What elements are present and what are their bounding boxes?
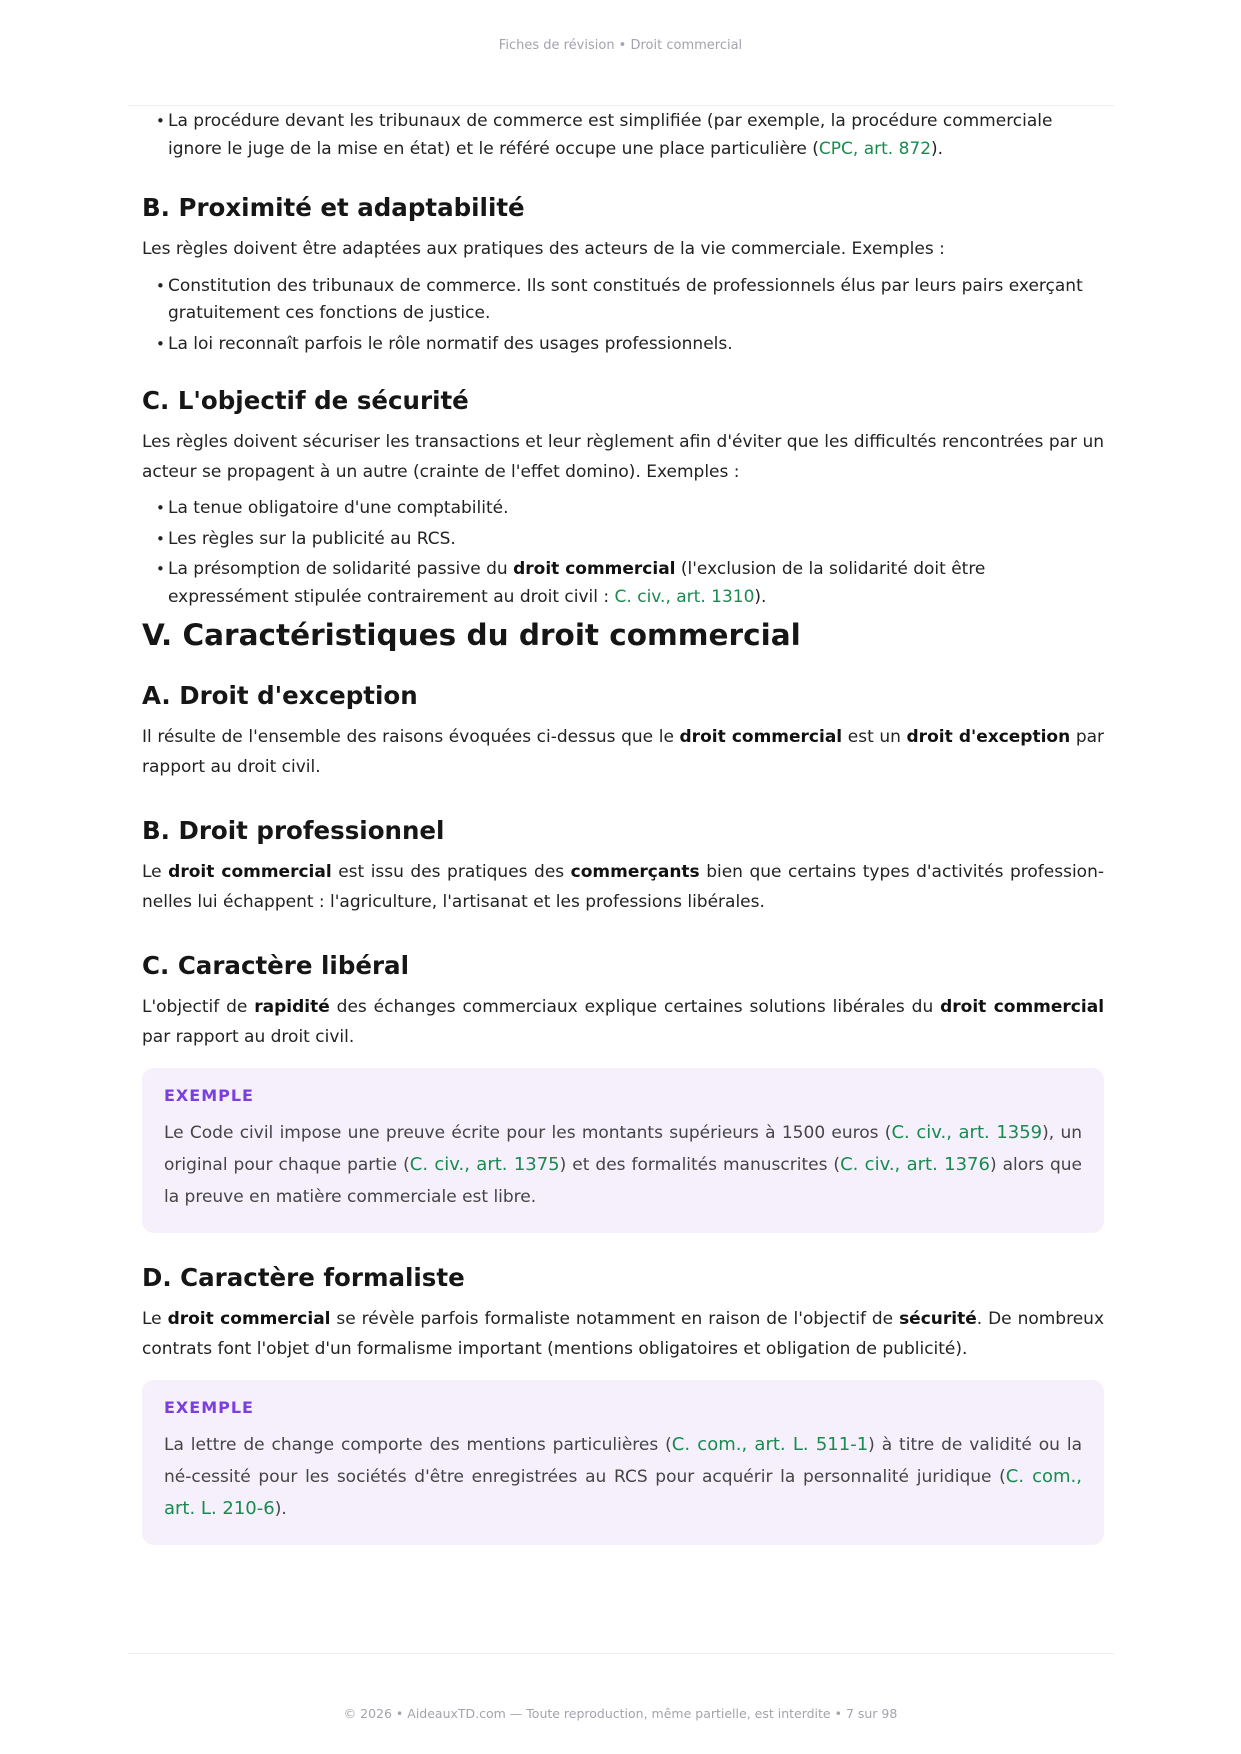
example-text: Le Code civil impose une preuve écrite pour les montants supérieurs à 1500 euros (C. civ., art. 1359), un original pour chaque partie (C. civ., art. 1375) et des formalités manuscrites (C. civ., art. 1376) alors que la preuve en matière commerciale est libre. bbox=[164, 1122, 1083, 1207]
civ-1376-link[interactable]: C. civ., art. 1376 bbox=[840, 1154, 990, 1175]
page-header: Fiches de révision • Droit commercial bbox=[498, 38, 743, 53]
example-label: EXEMPLE bbox=[164, 1398, 254, 1417]
section-title-exception: A. Droit d'exception bbox=[142, 681, 418, 710]
civ-1310-link[interactable]: C. civ., art. 1310 bbox=[614, 586, 755, 607]
example-box-liberal bbox=[142, 1068, 1104, 1233]
section-title-professionnel: B. Droit professionnel bbox=[142, 816, 445, 845]
cpc-872-link[interactable]: CPC, art. 872 bbox=[818, 138, 932, 159]
example-box-formaliste bbox=[142, 1380, 1104, 1545]
section-title-caracteristiques: V. Caractéristiques du droit commercial bbox=[142, 618, 801, 652]
com-l210-6-link[interactable]: C. com., art. L. 210-6 bbox=[164, 1466, 1082, 1519]
list-item: • La tenue obligatoire d'une comptabilité. bbox=[168, 495, 1104, 523]
page-footer: © 2026 • AideauxTD.com — Toute reproduction, même partielle, est interdite • 7 sur 98 bbox=[343, 1706, 898, 1721]
section-title-proximite: B. Proximité et adaptabilité bbox=[142, 193, 525, 222]
page-content bbox=[142, 108, 1104, 1545]
section-title-liberal: C. Caractère libéral bbox=[142, 951, 409, 980]
list-item: • Les règles sur la publicité au RCS. bbox=[168, 526, 1104, 554]
paragraph-securite: Les règles doivent sécuriser les transactions et leur règlement afin d'éviter que les difficultés rencontrées par un acteur se propagent à un autre (crainte de l'effet domino). Exemples : bbox=[142, 432, 1104, 482]
intro-bullet-list bbox=[142, 108, 1104, 163]
bullet-list-securite bbox=[142, 495, 1104, 611]
section-title-formaliste: D. Caractère formaliste bbox=[142, 1263, 465, 1292]
list-item: • La procédure devant les tribunaux de commerce est simplifiée (par exemple, la procédure commerciale ignore le juge de la mise en état) et le référé occupe une place particulière (CPC, art. 872). bbox=[168, 108, 1104, 163]
example-label: EXEMPLE bbox=[164, 1086, 254, 1105]
paragraph-proximite: Les règles doivent être adaptées aux pratiques des acteurs de la vie commerciale. Exemples : bbox=[142, 239, 945, 259]
paragraph-liberal: L'objectif de rapidité des échanges commerciaux explique certaines solutions libérales du droit commercial par rapport au droit civil. bbox=[142, 997, 1105, 1047]
list-item: • La loi reconnaît parfois le rôle normatif des usages professionnels. bbox=[168, 331, 1104, 359]
list-item: • Constitution des tribunaux de commerce. Ils sont constitués de professionnels élus par leurs pairs exerçant gratuitement ces fonctions de justice. bbox=[168, 273, 1104, 328]
paragraph-formaliste: Le droit commercial se révèle parfois formaliste notamment en raison de l'objectif de sécurité. De nombreux contrats font l'objet d'un formalisme important (mentions obligatoires et obligation de publicité). bbox=[142, 1309, 1105, 1359]
civ-1359-link[interactable]: C. civ., art. 1359 bbox=[891, 1122, 1043, 1143]
paragraph-exception: Il résulte de l'ensemble des raisons évoquées ci-dessus que le droit commercial est un droit d'exception par rapport au droit civil. bbox=[142, 727, 1105, 777]
example-text: La lettre de change comporte des mentions particulières (C. com., art. L. 511-1) à titre de validité ou la né-cessité pour les sociétés d'être enregistrées au RCS pour acquérir la personnalité juridique (C. com., art. L. 210-6). bbox=[164, 1434, 1083, 1519]
header-divider bbox=[128, 105, 1114, 106]
list-item: • La présomption de solidarité passive du droit commercial (l'exclusion de la solidarité doit être expressément stipulée contrairement au droit civil : C. civ., art. 1310). bbox=[168, 556, 1104, 611]
bullet-list-proximite bbox=[142, 273, 1104, 359]
paragraph-professionnel: Le droit commercial est issu des pratiques des commerçants bien que certains types d'activités profession-nelles lui échappent : l'agriculture, l'artisanat et les professions libérales. bbox=[142, 862, 1104, 912]
civ-1375-link[interactable]: C. civ., art. 1375 bbox=[409, 1154, 560, 1175]
section-title-securite: C. L'objectif de sécurité bbox=[142, 386, 469, 415]
footer-divider bbox=[128, 1653, 1114, 1654]
com-l511-1-link[interactable]: C. com., art. L. 511-1 bbox=[671, 1434, 869, 1455]
